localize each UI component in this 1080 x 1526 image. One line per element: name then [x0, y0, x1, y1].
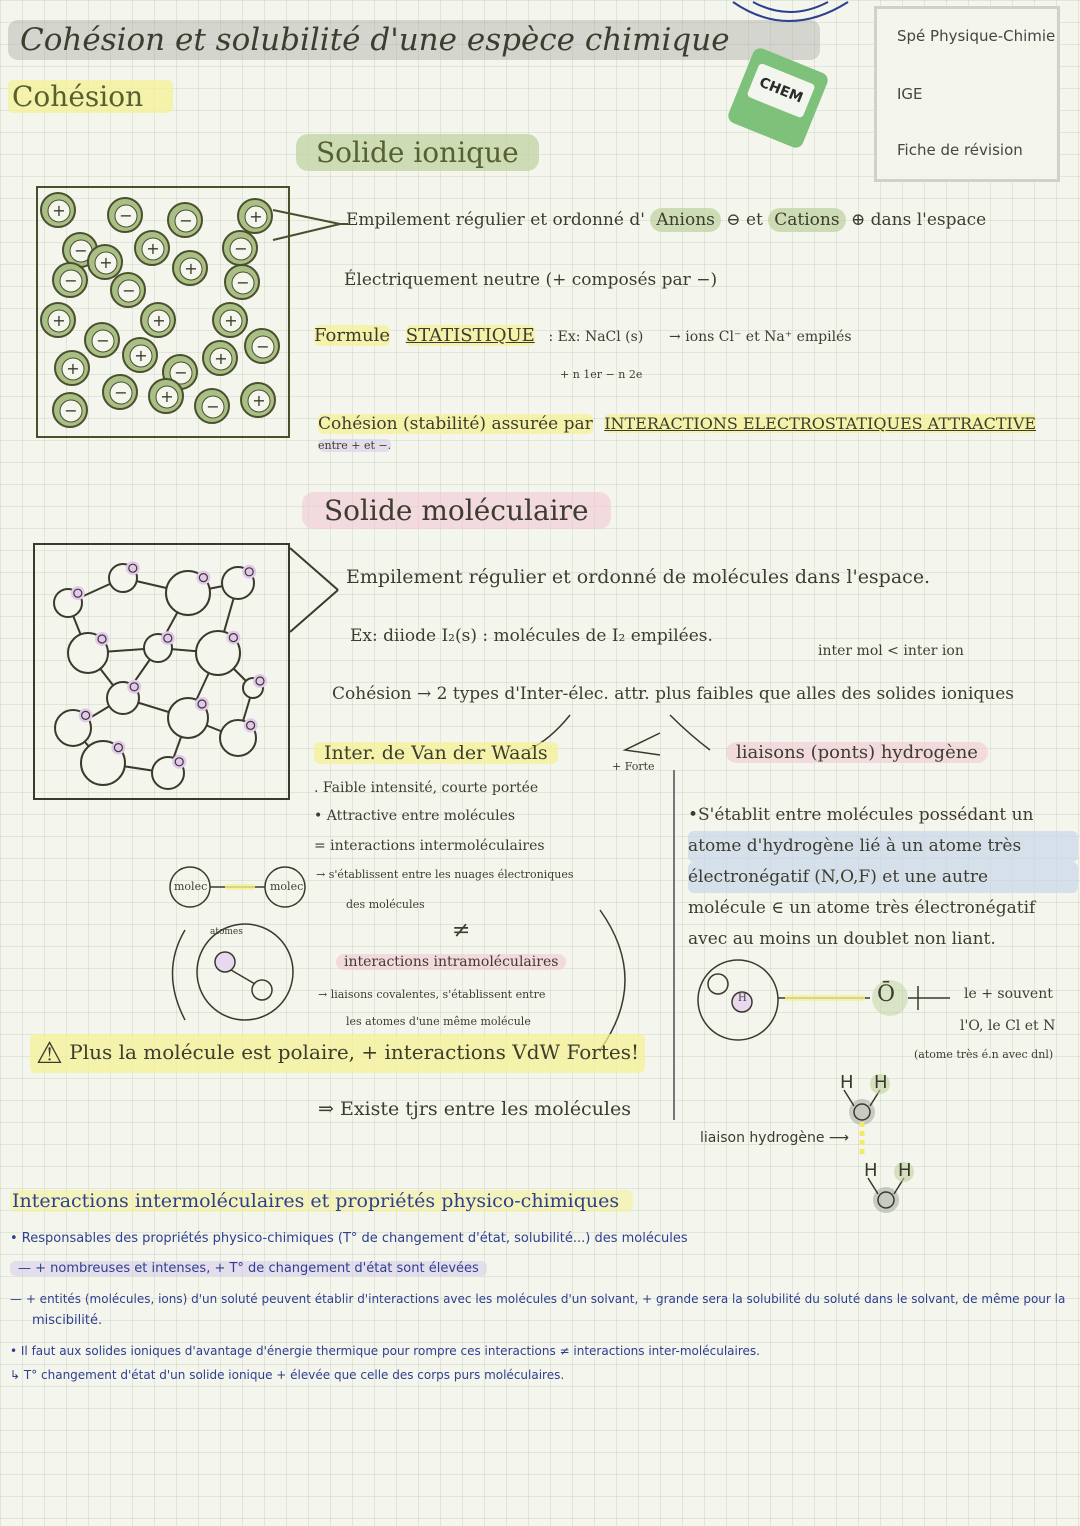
properties-line-2: — + nombreuses et intenses, + T° de changement d'état sont élevées — [10, 1254, 1070, 1284]
hydrogen-text: •S'établit entre molécules possédant un atome d'hydrogène lié à un atome très électronégatif (N,O,F) et une autre molécule ∈ un atome très électronégatif avec au moins un doublet non liant. — [688, 800, 1078, 955]
ionic-cohesion: Cohésion (stabilité) assurée par INTERACTIONS ELECTROSTATIQUES ATTRACTIVE entre + et −. — [318, 414, 1037, 452]
properties-heading: Interactions intermoléculaires et propriétés physico-chimiques — [10, 1190, 633, 1212]
ionic-lattice-diagram — [30, 180, 350, 445]
ion-anion — [168, 203, 202, 237]
forte-label: + Forte — [612, 760, 655, 773]
ion-cation — [203, 341, 237, 375]
molecular-lattice-diagram — [28, 538, 344, 808]
ion-anion — [108, 198, 142, 232]
svg-text:−: − — [234, 239, 248, 258]
svg-text:−: − — [179, 211, 193, 230]
vertical-divider — [673, 770, 675, 1120]
ion-anion — [223, 231, 257, 265]
ion-cation — [173, 251, 207, 285]
svg-text:+: + — [134, 346, 148, 365]
svg-text:+: + — [52, 311, 66, 330]
vdw-point-1: . Faible intensité, courte portée — [314, 780, 539, 796]
label-molec-2: molec — [270, 880, 304, 893]
svg-text:−: − — [206, 397, 220, 416]
properties-line-3: — + entités (molécules, ions) d'un soluté peuvent établir d'interactions avec les molécules d'un solvant, + grande sera la solubilité du soluté dans le solvant, de même pour la — [10, 1292, 1066, 1306]
svg-text:+: + — [99, 253, 113, 272]
ion-cation — [149, 379, 183, 413]
ion-anion — [103, 375, 137, 409]
svg-text:H: H — [874, 1072, 888, 1093]
decor-arcs — [728, 0, 858, 30]
label-atomes: atomes — [210, 927, 243, 937]
vdw-point-4: → s'établissent entre les nuages électroniques — [316, 868, 574, 881]
exist-line: ⇒ Existe tjrs entre les molécules — [318, 1098, 632, 1120]
molecular-note: inter mol < inter ion — [818, 643, 964, 659]
molecular-cohesion: Cohésion → 2 types d'Inter-élec. attr. plus faibles que alles des solides ioniques — [332, 684, 1015, 704]
plus-icon: ⊕ — [850, 210, 866, 230]
ion-anion — [53, 263, 87, 297]
ion-anion — [225, 265, 259, 299]
svg-text:H: H — [840, 1072, 854, 1093]
side-note-2: l'O, le Cl et N — [960, 1018, 1056, 1034]
svg-text:−: − — [74, 241, 88, 260]
molecules-group — [54, 561, 267, 789]
side-note-1: le + souvent — [964, 986, 1053, 1002]
svg-text:−: − — [174, 363, 188, 382]
water-molecule-1 — [840, 1072, 890, 1125]
ionic-formula-sub: + n 1er − n 2e — [560, 368, 643, 381]
ion-cation — [55, 351, 89, 385]
svg-text:−: − — [64, 401, 78, 420]
ion-cation — [238, 199, 272, 233]
molecular-line1: Empilement régulier et ordonné de molécules dans l'espace. — [346, 566, 931, 588]
svg-text:+: + — [146, 239, 160, 258]
minus-icon: ⊖ — [726, 210, 741, 230]
svg-text:H: H — [864, 1160, 878, 1181]
ion-anion — [111, 273, 145, 307]
svg-text:+: + — [160, 387, 174, 406]
svg-text:+: + — [152, 311, 166, 330]
svg-text:+: + — [52, 201, 66, 220]
chem-logo — [726, 46, 830, 150]
ion-cation — [41, 193, 75, 227]
ion-anion — [195, 389, 229, 423]
o-atom-label: Ō — [877, 982, 896, 1007]
ion-cation — [213, 303, 247, 337]
ion-cation — [241, 383, 275, 417]
svg-text:−: − — [114, 383, 128, 402]
water-caption: liaison hydrogène ⟶ — [700, 1130, 850, 1146]
ionic-line2: Électriquement neutre (+ composés par −) — [344, 270, 718, 290]
vdw-point-2: • Attractive entre molécules — [314, 808, 516, 824]
label-molec-1: molec — [174, 880, 208, 893]
hydrogen-title: liaisons (ponts) hydrogène — [726, 742, 988, 763]
info-subject: Spé Physique-Chimie — [897, 27, 1056, 45]
info-type: Fiche de révision — [897, 141, 1023, 159]
ionic-formula: Formule STATISTIQUE : Ex: NaCl (s) → ions Cl⁻ et Na⁺ empilés — [314, 325, 852, 346]
ion-cation — [41, 303, 75, 337]
vdw-point-5: des molécules — [346, 898, 425, 911]
polarity-warning: ⚠ Plus la molécule est polaire, + interactions VdW Fortes! — [30, 1034, 645, 1073]
properties-line-1: • Responsables des propriétés physico-chimiques (T° de changement d'état, solubilité...) des molécules — [10, 1231, 688, 1246]
logo-label: CHEM — [746, 63, 815, 119]
ion-cation — [141, 303, 175, 337]
side-note-3: (atome très é.n avec dnl) — [914, 1048, 1054, 1061]
intra-point-1: → liaisons covalentes, s'établissent entre — [318, 988, 546, 1001]
page-title: Cohésion et solubilité d'une espèce chimique — [8, 20, 820, 60]
vdw-title: Inter. de Van der Waals — [314, 742, 558, 764]
ion-anion — [53, 393, 87, 427]
svg-text:+: + — [184, 259, 198, 278]
bracket-arc — [590, 905, 640, 1055]
svg-text:+: + — [249, 207, 263, 226]
properties-line-6: ↳ T° changement d'état d'un solide ionique + élevée que celle des corps purs moléculaires. — [10, 1368, 565, 1382]
water-molecule-2 — [864, 1160, 914, 1213]
ion-cation — [88, 245, 122, 279]
svg-text:+: + — [214, 349, 228, 368]
svg-text:−: − — [96, 331, 110, 350]
ionic-heading: Solide ionique — [296, 134, 539, 171]
hydrogen-bond-diagram — [690, 958, 980, 1048]
ion-cation — [135, 231, 169, 265]
warning-icon: ⚠ — [36, 1036, 63, 1071]
properties-body — [10, 1224, 1070, 1390]
ion-cation — [123, 338, 157, 372]
svg-text:H: H — [898, 1160, 912, 1181]
svg-text:−: − — [64, 271, 78, 290]
svg-text:−: − — [119, 206, 133, 225]
properties-line-5: • Il faut aux solides ioniques d'avantage d'énergie thermique pour rompre ces interactions ≠ interactions inter-moléculaires. — [10, 1344, 760, 1358]
intra-title: interactions intramoléculaires — [336, 954, 566, 970]
intra-point-2: les atomes d'une même molécule — [346, 1015, 531, 1028]
svg-text:+: + — [224, 311, 238, 330]
cohesion-heading: Cohésion — [8, 80, 173, 113]
info-box — [874, 6, 1060, 182]
properties-line-4: miscibilité. — [32, 1313, 103, 1328]
vdw-point-3: = interactions intermoléculaires — [314, 838, 545, 854]
svg-text:+: + — [66, 359, 80, 378]
molecular-heading: Solide moléculaire — [302, 492, 611, 529]
svg-text:−: − — [122, 281, 136, 300]
ion-anion — [85, 323, 119, 357]
neq-sign: ≠ — [452, 918, 471, 943]
h-atom-label: H — [738, 993, 747, 1004]
svg-text:+: + — [252, 391, 266, 410]
ionic-line1: Empilement régulier et ordonné d' Anions ⊖ et Cations ⊕ dans l'espace — [346, 210, 987, 230]
info-level: IGE — [897, 85, 923, 103]
svg-text:−: − — [236, 273, 250, 292]
ions-group — [41, 193, 279, 427]
molecular-line2: Ex: diiode I₂(s) : molécules de I₂ empilées. — [350, 626, 713, 646]
svg-text:−: − — [256, 337, 270, 356]
ion-anion — [245, 329, 279, 363]
